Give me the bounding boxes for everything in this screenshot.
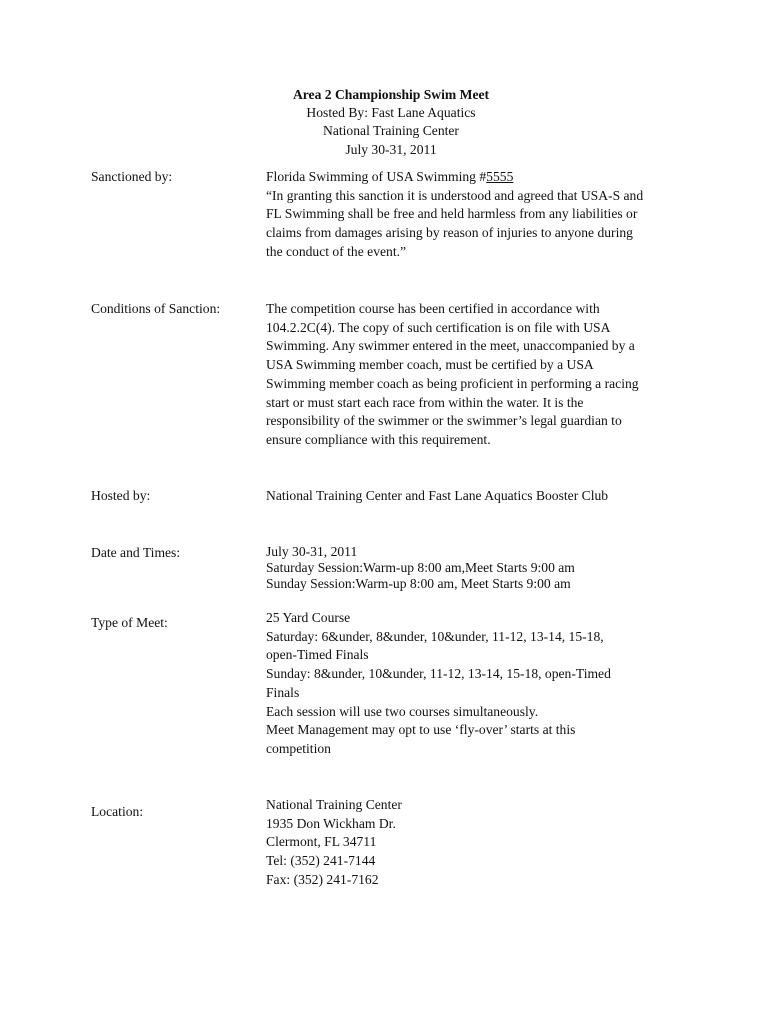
meet-type-line: competition [266,740,331,756]
sanctioned-content [266,168,696,262]
venue-line: National Training Center [323,123,459,139]
sanction-text-line: “In granting this sanction it is understood and agreed that USA-S and [266,187,644,203]
sanction-prefix: Florida Swimming of USA Swimming # [266,169,487,184]
sanctioned-label: Sanctioned by: [91,169,173,184]
location-line: Fax: (352) 241-7162 [266,871,379,887]
conditions-text-line: Swimming. Any swimmer entered in the meet, unaccompanied by a [266,338,635,354]
location-line: 1935 Don Wickham Dr. [266,815,396,831]
location-content [266,796,696,890]
meet-title: Area 2 Championship Swim Meet [292,87,490,102]
location-line: Clermont, FL 34711 [266,834,377,850]
document-header [191,86,591,159]
meet-type-label: Type of Meet: [91,615,168,630]
sanction-text-line: FL Swimming shall be free and held harmless from any liabilities or [266,206,638,222]
conditions-text-line: responsibility of the swimmer or the swimmer’s legal guardian to [266,413,622,429]
sanction-number: 5555 [486,169,514,184]
sanction-line [266,168,696,187]
conditions-text-line: start or must start each race from within the water. It is the [266,394,584,410]
meet-type-line: Saturday: 6&under, 8&under, 10&under, 11-12, 13-14, 15-18, [266,628,604,644]
location-line: National Training Center [266,797,402,812]
meet-type-line: Each session will use two courses simultaneously. [266,703,539,719]
dates-line: July 30-31, 2011 [345,141,437,157]
meet-type-line: Finals [266,684,300,700]
hosted-text: National Training Center and Fast Lane Aquatics Booster Club [266,488,609,503]
dates-times-label: Date and Times: [91,545,181,560]
sanction-text-line: the conduct of the event.” [266,243,407,259]
host-line: Hosted By: Fast Lane Aquatics [306,105,476,121]
conditions-label: Conditions of Sanction: [91,301,221,316]
sunday-session: Sunday Session:Warm-up 8:00 am, Meet Starts 9:00 am [266,576,571,592]
dates-times-content [266,544,696,593]
location-label: Location: [91,804,144,819]
hosted-content [266,487,696,506]
hosted-label: Hosted by: [91,488,151,503]
conditions-text-line: The competition course has been certified in accordance with [266,301,600,316]
conditions-text-line: 104.2.2C(4). The copy of such certification is on file with USA [266,319,611,335]
location-line: Tel: (352) 241-7144 [266,853,376,869]
meet-type-line: open-Timed Finals [266,647,369,663]
meet-type-line: 25 Yard Course [266,610,351,625]
conditions-text-line: USA Swimming member coach, must be certified by a USA [266,357,594,373]
meet-type-content [266,609,696,759]
conditions-content [266,300,696,450]
meet-date: July 30-31, 2011 [266,544,358,559]
conditions-text-line: Swimming member coach as being proficient in performing a racing [266,375,639,391]
conditions-text-line: ensure compliance with this requirement. [266,431,491,447]
saturday-session: Saturday Session:Warm-up 8:00 am,Meet Starts 9:00 am [266,560,575,576]
sanction-text-line: claims from damages arising by reason of injuries to anyone during [266,225,633,241]
meet-type-line: Meet Management may opt to use ‘fly-over’ starts at this [266,722,576,738]
meet-type-line: Sunday: 8&under, 10&under, 11-12, 13-14, 15-18, open-Timed [266,666,611,682]
